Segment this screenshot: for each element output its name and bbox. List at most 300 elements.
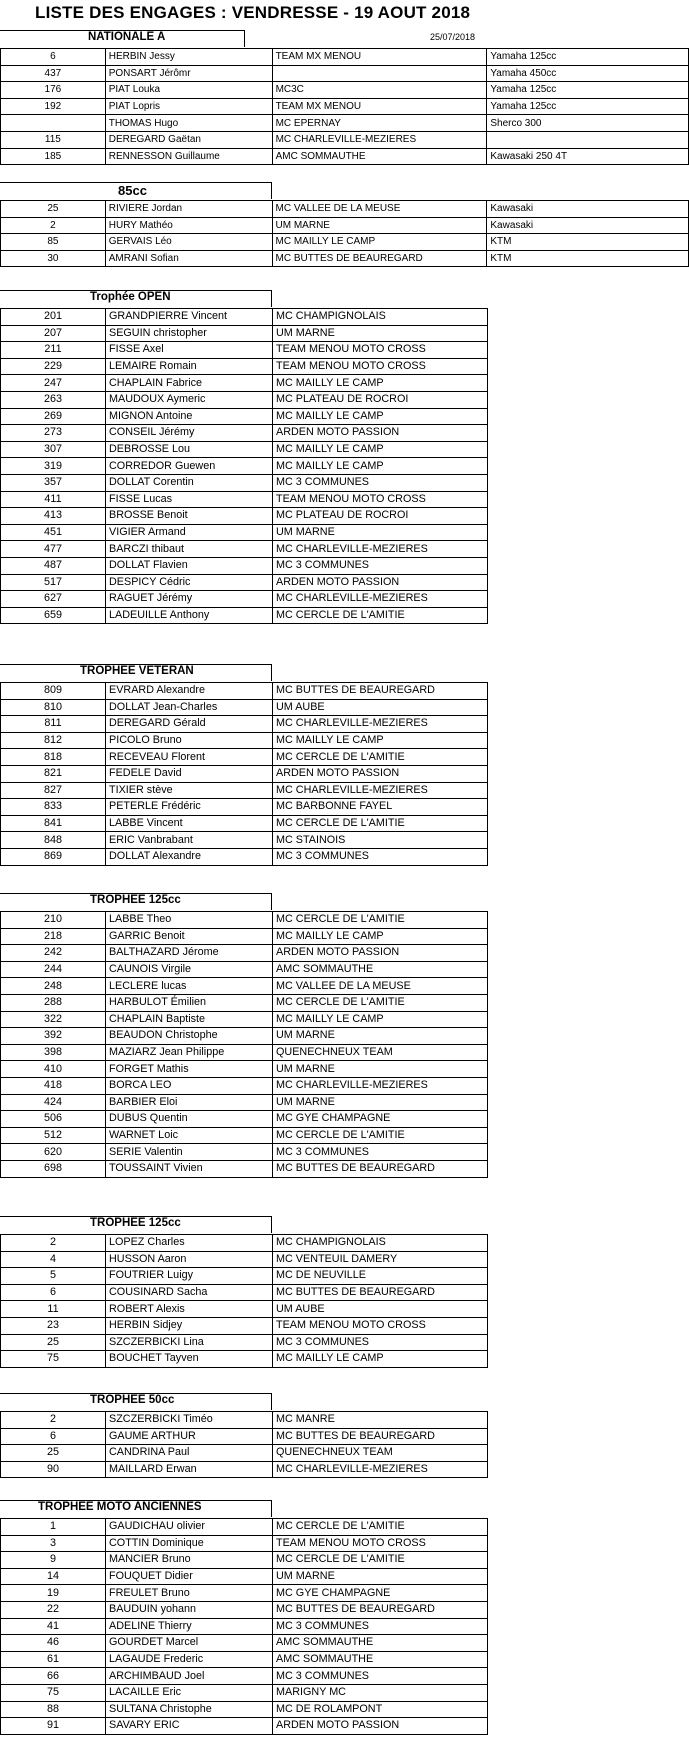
rider-number-cell: 201 (1, 309, 106, 326)
club-cell: MC BUTTES DE BEAUREGARD (273, 683, 488, 700)
rider-number-cell (1, 115, 106, 132)
rider-number-cell: 517 (1, 574, 106, 591)
rider-number-cell: 451 (1, 524, 106, 541)
section-header (0, 1216, 488, 1234)
rider-number-cell: 91 (1, 1718, 106, 1735)
table-row (1, 425, 488, 442)
club-cell: MC CHARLEVILLE-MEZIERES (273, 716, 488, 733)
club-cell: UM MARNE (273, 1094, 488, 1111)
rider-number-cell: 437 (1, 65, 106, 82)
rider-name-cell: FISSE Axel (106, 342, 273, 359)
club-cell: MC CERCLE DE L'AMITIE (273, 994, 488, 1011)
club-cell: MC CHARLEVILLE-MEZIERES (272, 131, 487, 148)
table-row (1, 994, 488, 1011)
table-row (1, 1618, 488, 1635)
table-row (1, 1535, 488, 1552)
entries-table (0, 911, 488, 1178)
club-cell: MC PLATEAU DE ROCROI (273, 391, 488, 408)
table-row (1, 65, 689, 82)
club-cell: TEAM MENOU MOTO CROSS (273, 491, 488, 508)
rider-name-cell: BAUDUIN yohann (106, 1601, 273, 1618)
rider-number-cell: 14 (1, 1568, 106, 1585)
club-cell: MC CHARLEVILLE-MEZIERES (273, 541, 488, 558)
entries-table (0, 200, 689, 267)
rider-name-cell: EVRARD Alexandre (106, 683, 273, 700)
rider-number-cell: 477 (1, 541, 106, 558)
club-cell: TEAM MENOU MOTO CROSS (273, 358, 488, 375)
rider-number-cell: 818 (1, 749, 106, 766)
rider-number-cell: 869 (1, 848, 106, 865)
club-cell: MC BUTTES DE BEAUREGARD (273, 1284, 488, 1301)
rider-number-cell: 25 (1, 1445, 106, 1462)
motorcycle-cell (487, 131, 689, 148)
rider-number-cell: 827 (1, 782, 106, 799)
section-header (0, 893, 488, 911)
rider-number-cell: 418 (1, 1077, 106, 1094)
rider-number-cell: 811 (1, 716, 106, 733)
table-row (1, 458, 488, 475)
club-cell: MC DE ROLAMPONT (273, 1701, 488, 1718)
club-cell: MC 3 COMMUNES (273, 848, 488, 865)
club-cell: MC CHARLEVILLE-MEZIERES (273, 591, 488, 608)
section-header (0, 182, 689, 200)
rider-name-cell: HERBIN Sidjey (106, 1317, 273, 1334)
section-title: TROPHEE 125cc (90, 1217, 181, 1229)
table-row (1, 782, 488, 799)
club-cell: MC EPERNAY (272, 115, 487, 132)
rider-number-cell: 30 (1, 250, 106, 267)
rider-name-cell: CAUNOIS Virgile (106, 961, 273, 978)
table-row (1, 1160, 488, 1177)
club-cell: MC CHARLEVILLE-MEZIERES (273, 1461, 488, 1478)
rider-name-cell: LECLERE lucas (106, 978, 273, 995)
motorcycle-cell: Yamaha 125cc (487, 82, 689, 99)
table-row (1, 1701, 488, 1718)
rider-name-cell: PICOLO Bruno (106, 732, 273, 749)
rider-number-cell: 6 (1, 49, 106, 66)
club-cell: MC CERCLE DE L'AMITIE (273, 1519, 488, 1536)
rider-number-cell: 192 (1, 98, 106, 115)
table-row (1, 815, 488, 832)
club-cell: ARDEN MOTO PASSION (273, 574, 488, 591)
rider-number-cell: 698 (1, 1160, 106, 1177)
table-row (1, 342, 488, 359)
rider-number-cell: 2 (1, 217, 106, 234)
rider-number-cell: 841 (1, 815, 106, 832)
club-cell: MC MAILLY LE CAMP (273, 732, 488, 749)
rider-name-cell: RIVIERE Jordan (105, 201, 272, 218)
rider-number-cell: 218 (1, 928, 106, 945)
rider-number-cell: 1 (1, 1519, 106, 1536)
section-0 (0, 30, 689, 165)
table-row (1, 1684, 488, 1701)
club-cell: MC 3 COMMUNES (273, 1334, 488, 1351)
rider-number-cell: 620 (1, 1144, 106, 1161)
rider-name-cell: GAUME ARTHUR (106, 1428, 273, 1445)
rider-name-cell: RECEVEAU Florent (106, 749, 273, 766)
club-cell: UM MARNE (273, 325, 488, 342)
section-header (0, 1500, 488, 1518)
section-header (0, 290, 488, 308)
rider-name-cell: CHAPLAIN Fabrice (106, 375, 273, 392)
club-cell: MC 3 COMMUNES (273, 557, 488, 574)
rider-name-cell: MIGNON Antoine (106, 408, 273, 425)
section-7 (0, 1500, 488, 1735)
club-cell: TEAM MENOU MOTO CROSS (273, 1317, 488, 1334)
table-row (1, 732, 488, 749)
club-cell: MC BUTTES DE BEAUREGARD (272, 250, 487, 267)
club-cell: UM MARNE (273, 1061, 488, 1078)
rider-name-cell: BEAUDON Christophe (106, 1028, 273, 1045)
club-cell: MC 3 COMMUNES (273, 1668, 488, 1685)
rider-name-cell: CONSEIL Jérémy (106, 425, 273, 442)
rider-name-cell: BALTHAZARD Jérome (106, 945, 273, 962)
table-row (1, 591, 488, 608)
rider-number-cell: 185 (1, 148, 106, 165)
table-row (1, 912, 488, 929)
entries-table (0, 1518, 488, 1735)
section-header (0, 664, 488, 682)
table-row (1, 524, 488, 541)
rider-name-cell: GOURDET Marcel (106, 1635, 273, 1652)
table-row (1, 1061, 488, 1078)
motorcycle-cell: Kawasaki (487, 217, 689, 234)
rider-name-cell: ROBERT Alexis (106, 1301, 273, 1318)
club-cell: ARDEN MOTO PASSION (273, 765, 488, 782)
rider-name-cell: LADEUILLE Anthony (106, 607, 273, 624)
table-row (1, 375, 488, 392)
section-3 (0, 664, 488, 866)
motorcycle-cell: Yamaha 125cc (487, 98, 689, 115)
club-cell: QUENECHNEUX TEAM (273, 1044, 488, 1061)
table-row (1, 441, 488, 458)
rider-number-cell: 319 (1, 458, 106, 475)
club-cell: UM MARNE (273, 1028, 488, 1045)
table-row (1, 961, 488, 978)
page-title: LISTE DES ENGAGES : VENDRESSE - 19 AOUT 2018 (35, 3, 471, 22)
rider-number-cell: 85 (1, 234, 106, 251)
rider-number-cell: 809 (1, 683, 106, 700)
rider-name-cell: ARCHIMBAUD Joel (106, 1668, 273, 1685)
club-cell: MC MAILLY LE CAMP (273, 375, 488, 392)
rider-number-cell: 424 (1, 1094, 106, 1111)
table-row (1, 1445, 488, 1462)
rider-name-cell: SAVARY ERIC (106, 1718, 273, 1735)
club-cell: MC 3 COMMUNES (273, 1618, 488, 1635)
club-cell: QUENECHNEUX TEAM (273, 1445, 488, 1462)
rider-number-cell: 9 (1, 1552, 106, 1569)
club-cell: AMC SOMMAUTHE (272, 148, 487, 165)
club-cell: MC MAILLY LE CAMP (273, 1011, 488, 1028)
table-row (1, 217, 689, 234)
rider-number-cell: 263 (1, 391, 106, 408)
rider-number-cell: 23 (1, 1317, 106, 1334)
club-cell: MC BUTTES DE BEAUREGARD (273, 1428, 488, 1445)
club-cell: MC VENTEUIL DAMERY (273, 1251, 488, 1268)
rider-name-cell: SZCZERBICKI Timéo (106, 1412, 273, 1429)
club-cell: MC CERCLE DE L'AMITIE (273, 1127, 488, 1144)
section-header (0, 1393, 488, 1411)
club-cell: MC MAILLY LE CAMP (273, 1351, 488, 1368)
table-row (1, 1461, 488, 1478)
rider-name-cell: GRANDPIERRE Vincent (106, 309, 273, 326)
club-cell: AMC SOMMAUTHE (273, 961, 488, 978)
club-cell: ARDEN MOTO PASSION (273, 1718, 488, 1735)
table-row (1, 978, 488, 995)
table-row (1, 1651, 488, 1668)
section-date: 25/07/2018 (430, 32, 476, 42)
rider-number-cell: 413 (1, 508, 106, 525)
table-row (1, 98, 689, 115)
rider-name-cell: MAILLARD Erwan (106, 1461, 273, 1478)
rider-name-cell: CORREDOR Guewen (106, 458, 273, 475)
rider-number-cell: 210 (1, 912, 106, 929)
rider-number-cell: 322 (1, 1011, 106, 1028)
rider-number-cell: 229 (1, 358, 106, 375)
table-row (1, 1317, 488, 1334)
rider-number-cell: 3 (1, 1535, 106, 1552)
rider-number-cell: 411 (1, 491, 106, 508)
table-row (1, 1284, 488, 1301)
rider-number-cell: 6 (1, 1428, 106, 1445)
rider-name-cell: FISSE Lucas (106, 491, 273, 508)
rider-name-cell: DOLLAT Alexandre (106, 848, 273, 865)
rider-number-cell: 4 (1, 1251, 106, 1268)
rider-number-cell: 833 (1, 799, 106, 816)
table-row (1, 391, 488, 408)
motorcycle-cell: Yamaha 125cc (487, 49, 689, 66)
table-row (1, 1568, 488, 1585)
club-cell: MC CERCLE DE L'AMITIE (273, 1552, 488, 1569)
rider-number-cell: 5 (1, 1268, 106, 1285)
club-cell: MC BUTTES DE BEAUREGARD (273, 1601, 488, 1618)
rider-number-cell: 812 (1, 732, 106, 749)
rider-name-cell: DUBUS Quentin (106, 1111, 273, 1128)
rider-number-cell: 25 (1, 1334, 106, 1351)
club-cell: MC CERCLE DE L'AMITIE (273, 607, 488, 624)
rider-name-cell: LABBE Theo (106, 912, 273, 929)
club-cell: TEAM MX MENOU (272, 49, 487, 66)
rider-name-cell: GERVAIS Léo (105, 234, 272, 251)
rider-number-cell: 90 (1, 1461, 106, 1478)
table-row (1, 1235, 488, 1252)
rider-name-cell: HARBULOT Émilien (106, 994, 273, 1011)
section-1 (0, 182, 689, 267)
table-row (1, 1668, 488, 1685)
table-row (1, 491, 488, 508)
table-row (1, 131, 689, 148)
rider-number-cell: 659 (1, 607, 106, 624)
rider-name-cell: FOUQUET Didier (106, 1568, 273, 1585)
rider-name-cell: FORGET Mathis (106, 1061, 273, 1078)
motorcycle-cell: Sherco 300 (487, 115, 689, 132)
club-cell: UM MARNE (273, 1568, 488, 1585)
rider-name-cell: COUSINARD Sacha (106, 1284, 273, 1301)
rider-number-cell: 288 (1, 994, 106, 1011)
table-row (1, 1144, 488, 1161)
rider-number-cell: 41 (1, 1618, 106, 1635)
table-row (1, 683, 488, 700)
rider-name-cell: GAUDICHAU olivier (106, 1519, 273, 1536)
section-2 (0, 290, 488, 624)
table-row (1, 1044, 488, 1061)
club-cell: UM AUBE (273, 699, 488, 716)
rider-number-cell: 22 (1, 1601, 106, 1618)
rider-name-cell: DEBROSSE Lou (106, 441, 273, 458)
club-cell: MC PLATEAU DE ROCROI (273, 508, 488, 525)
rider-name-cell: SERIE Valentin (106, 1144, 273, 1161)
motorcycle-cell: Kawasaki 250 4T (487, 148, 689, 165)
table-row (1, 699, 488, 716)
rider-number-cell: 242 (1, 945, 106, 962)
section-title: TROPHEE VETERAN (80, 665, 194, 677)
rider-number-cell: 512 (1, 1127, 106, 1144)
motorcycle-cell: KTM (487, 234, 689, 251)
rider-name-cell: TOUSSAINT Vivien (106, 1160, 273, 1177)
table-row (1, 574, 488, 591)
rider-name-cell: FEDELE David (106, 765, 273, 782)
rider-name-cell: VIGIER Armand (106, 524, 273, 541)
rider-name-cell: LOPEZ Charles (106, 1235, 273, 1252)
rider-name-cell: THOMAS Hugo (105, 115, 272, 132)
rider-name-cell: DESPICY Cédric (106, 574, 273, 591)
rider-name-cell: SULTANA Christophe (106, 1701, 273, 1718)
rider-name-cell: AMRANI Sofian (105, 250, 272, 267)
table-row (1, 607, 488, 624)
table-row (1, 508, 488, 525)
club-cell: MC MAILLY LE CAMP (273, 928, 488, 945)
club-cell: MC BARBONNE FAYEL (273, 799, 488, 816)
table-row (1, 1251, 488, 1268)
rider-number-cell: 6 (1, 1284, 106, 1301)
table-row (1, 1301, 488, 1318)
motorcycle-cell: KTM (487, 250, 689, 267)
table-row (1, 358, 488, 375)
table-row (1, 832, 488, 849)
rider-name-cell: RENNESSON Guillaume (105, 148, 272, 165)
rider-name-cell: FOUTRIER Luigy (106, 1268, 273, 1285)
rider-name-cell: BROSSE Benoit (106, 508, 273, 525)
rider-name-cell: BARCZI thibaut (106, 541, 273, 558)
rider-number-cell: 248 (1, 978, 106, 995)
club-cell: MC3C (272, 82, 487, 99)
table-row (1, 325, 488, 342)
rider-name-cell: DOLLAT Jean-Charles (106, 699, 273, 716)
club-cell: MC CHARLEVILLE-MEZIERES (273, 782, 488, 799)
rider-number-cell: 176 (1, 82, 106, 99)
table-row (1, 1351, 488, 1368)
section-title: NATIONALE A (88, 31, 166, 43)
rider-name-cell: PETERLE Frédéric (106, 799, 273, 816)
table-row (1, 1519, 488, 1536)
rider-name-cell: SZCZERBICKI Lina (106, 1334, 273, 1351)
entries-table (0, 1234, 488, 1368)
motorcycle-cell: Kawasaki (487, 201, 689, 218)
rider-number-cell: 46 (1, 1635, 106, 1652)
table-row (1, 82, 689, 99)
rider-number-cell: 821 (1, 765, 106, 782)
rider-name-cell: MAZIARZ Jean Philippe (106, 1044, 273, 1061)
rider-name-cell: COTTIN Dominique (106, 1535, 273, 1552)
rider-name-cell: TIXIER stève (106, 782, 273, 799)
table-row (1, 1077, 488, 1094)
club-cell: MC CERCLE DE L'AMITIE (273, 815, 488, 832)
rider-name-cell: ADELINE Thierry (106, 1618, 273, 1635)
rider-number-cell: 247 (1, 375, 106, 392)
club-cell: MC CERCLE DE L'AMITIE (273, 912, 488, 929)
table-row (1, 1111, 488, 1128)
section-title: TROPHEE MOTO ANCIENNES (38, 1501, 202, 1513)
rider-number-cell: 487 (1, 557, 106, 574)
table-row (1, 1028, 488, 1045)
rider-name-cell: RAGUET Jérémy (106, 591, 273, 608)
club-cell: MC STAINOIS (273, 832, 488, 849)
rider-number-cell: 88 (1, 1701, 106, 1718)
rider-name-cell: DOLLAT Flavien (106, 557, 273, 574)
rider-name-cell: DEREGARD Gérald (106, 716, 273, 733)
table-row (1, 541, 488, 558)
club-cell: MC VALLEE DE LA MEUSE (272, 201, 487, 218)
rider-name-cell: PONSART Jérômr (105, 65, 272, 82)
club-cell: UM AUBE (273, 1301, 488, 1318)
motorcycle-cell: Yamaha 450cc (487, 65, 689, 82)
club-cell: AMC SOMMAUTHE (273, 1635, 488, 1652)
rider-number-cell: 398 (1, 1044, 106, 1061)
section-title: 85cc (118, 183, 147, 198)
rider-number-cell: 2 (1, 1412, 106, 1429)
rider-name-cell: WARNET Loic (106, 1127, 273, 1144)
table-row (1, 1585, 488, 1602)
rider-number-cell: 211 (1, 342, 106, 359)
section-4 (0, 893, 488, 1178)
rider-name-cell: PIAT Lopris (105, 98, 272, 115)
table-row (1, 1552, 488, 1569)
rider-number-cell: 273 (1, 425, 106, 442)
rider-name-cell: CHAPLAIN Baptiste (106, 1011, 273, 1028)
rider-name-cell: MAUDOUX Aymeric (106, 391, 273, 408)
club-cell: MC CERCLE DE L'AMITIE (273, 749, 488, 766)
table-row (1, 115, 689, 132)
club-cell: MC 3 COMMUNES (273, 474, 488, 491)
table-row (1, 1334, 488, 1351)
table-row (1, 716, 488, 733)
club-cell: ARDEN MOTO PASSION (273, 425, 488, 442)
rider-name-cell: HUSSON Aaron (106, 1251, 273, 1268)
rider-name-cell: BARBIER Eloi (106, 1094, 273, 1111)
entries-table (0, 308, 488, 624)
rider-name-cell: SEGUIN christopher (106, 325, 273, 342)
club-cell: MC MAILLY LE CAMP (273, 408, 488, 425)
club-cell: MC MAILLY LE CAMP (273, 458, 488, 475)
rider-name-cell: GARRIC Benoit (106, 928, 273, 945)
section-6 (0, 1393, 488, 1478)
rider-number-cell: 61 (1, 1651, 106, 1668)
table-row (1, 945, 488, 962)
table-row (1, 250, 689, 267)
rider-number-cell: 848 (1, 832, 106, 849)
club-cell: MC MAILLY LE CAMP (273, 441, 488, 458)
section-header (0, 30, 689, 48)
rider-name-cell: LEMAIRE Romain (106, 358, 273, 375)
section-5 (0, 1216, 488, 1368)
table-row (1, 148, 689, 165)
rider-name-cell: LABBE Vincent (106, 815, 273, 832)
rider-name-cell: PIAT Louka (105, 82, 272, 99)
table-row (1, 408, 488, 425)
rider-number-cell: 269 (1, 408, 106, 425)
rider-number-cell: 25 (1, 201, 106, 218)
club-cell: MARIGNY MC (273, 1684, 488, 1701)
